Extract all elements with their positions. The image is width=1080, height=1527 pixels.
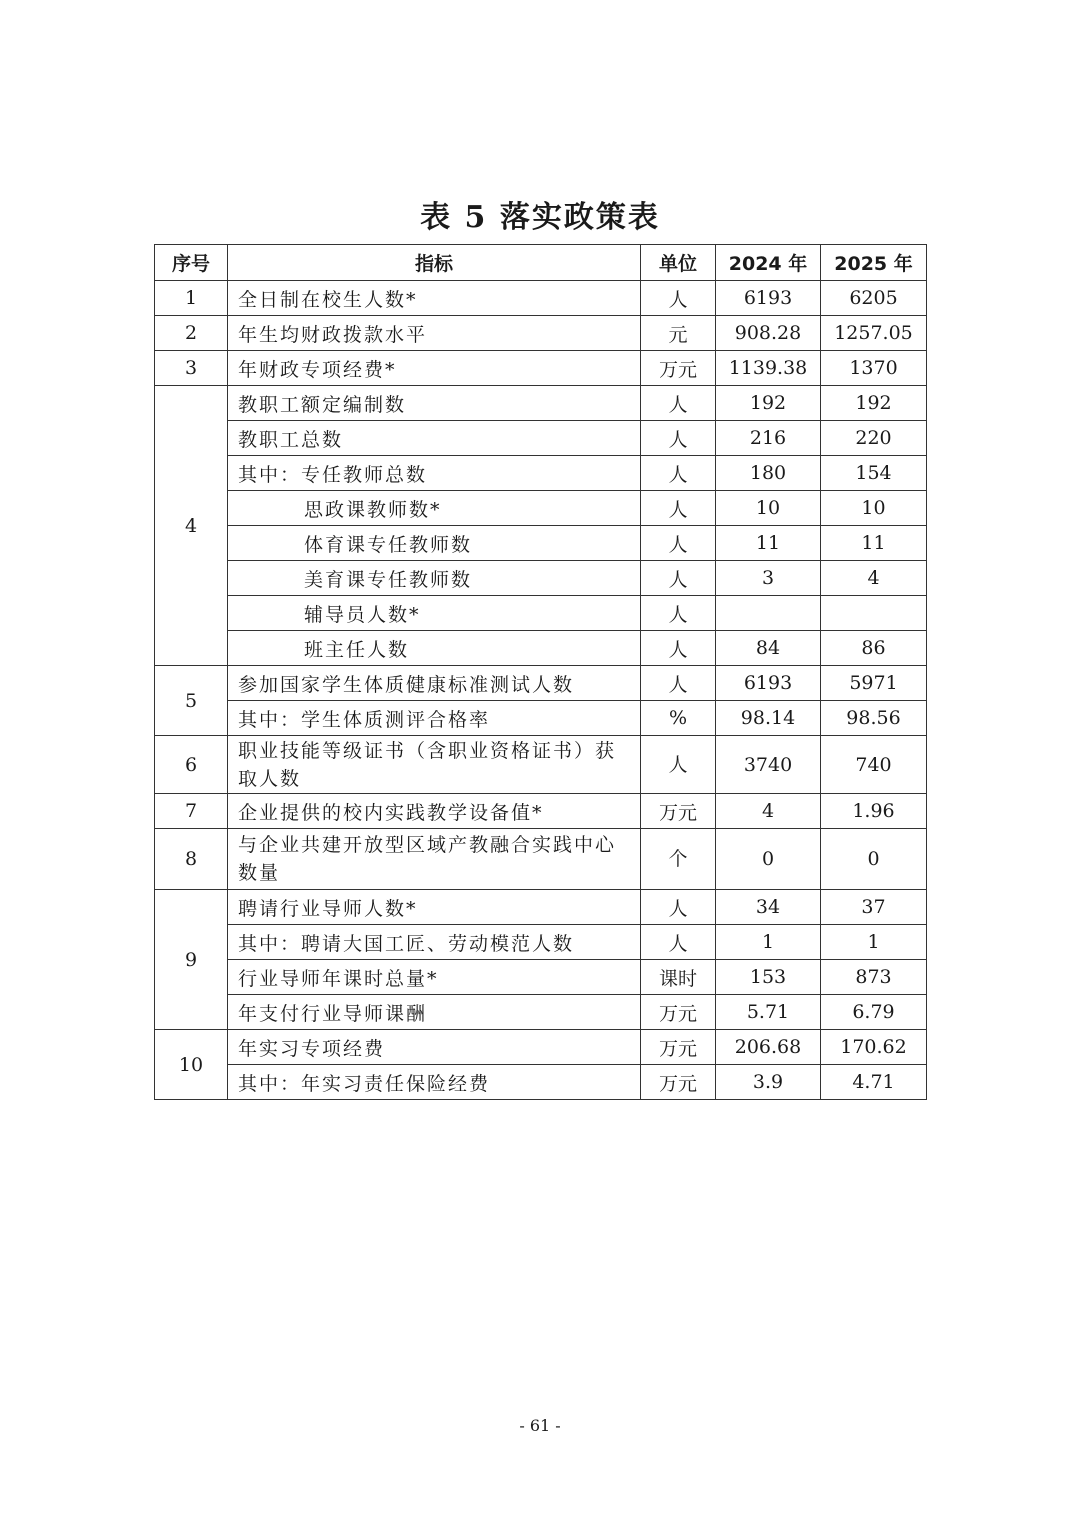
- row-indicator: 美育课专任教师数: [228, 561, 641, 596]
- row-value-2024: 11: [716, 526, 821, 561]
- row-value-2025: 98.56: [821, 701, 927, 736]
- table-row: [155, 491, 927, 526]
- row-indicator: 教职工额定编制数: [228, 386, 641, 421]
- row-unit: 人: [641, 526, 716, 561]
- row-unit: 万元: [641, 794, 716, 829]
- row-unit: 人: [641, 421, 716, 456]
- row-indicator: 体育课专任教师数: [228, 526, 641, 561]
- row-value-2024: 192: [716, 386, 821, 421]
- table-row: [155, 1065, 927, 1100]
- row-value-2024: 216: [716, 421, 821, 456]
- row-unit: 人: [641, 561, 716, 596]
- row-value-2024: 180: [716, 456, 821, 491]
- row-value-2024: 98.14: [716, 701, 821, 736]
- table-row: [155, 666, 927, 701]
- row-indicator: 全日制在校生人数*: [228, 281, 641, 316]
- row-value-2025: 1.96: [821, 794, 927, 829]
- table-row: [155, 829, 927, 890]
- header-indicator: 指标: [228, 245, 641, 281]
- row-unit: 人: [641, 596, 716, 631]
- table-row: [155, 890, 927, 925]
- row-unit: 人: [641, 631, 716, 666]
- row-unit: 万元: [641, 351, 716, 386]
- table-row: [155, 794, 927, 829]
- row-value-2024: 206.68: [716, 1030, 821, 1065]
- row-unit: 课时: [641, 960, 716, 995]
- row-indicator: 其中：年实习责任保险经费: [228, 1065, 641, 1100]
- row-value-2024: 4: [716, 794, 821, 829]
- table-row: [155, 960, 927, 995]
- row-indicator: 年生均财政拨款水平: [228, 316, 641, 351]
- row-value-2025: 37: [821, 890, 927, 925]
- row-value-2024: 153: [716, 960, 821, 995]
- row-value-2025: 6205: [821, 281, 927, 316]
- row-value-2025: 11: [821, 526, 927, 561]
- row-value-2025: 4: [821, 561, 927, 596]
- table-row: [155, 561, 927, 596]
- table-row: [155, 281, 927, 316]
- table-row: [155, 316, 927, 351]
- row-value-2024: 5.71: [716, 995, 821, 1030]
- row-number: 6: [155, 736, 228, 794]
- row-value-2024: 3.9: [716, 1065, 821, 1100]
- row-value-2024: 84: [716, 631, 821, 666]
- row-indicator: 其中：聘请大国工匠、劳动模范人数: [228, 925, 641, 960]
- table-row: [155, 596, 927, 631]
- row-value-2024: 6193: [716, 281, 821, 316]
- row-indicator: 班主任人数: [228, 631, 641, 666]
- row-indicator: 思政课教师数*: [228, 491, 641, 526]
- table-row: [155, 456, 927, 491]
- table-row: [155, 421, 927, 456]
- row-unit: 人: [641, 491, 716, 526]
- header-2024: 2024 年: [716, 245, 821, 281]
- table-row: [155, 351, 927, 386]
- row-unit: 万元: [641, 995, 716, 1030]
- row-value-2024: 908.28: [716, 316, 821, 351]
- row-value-2025: 154: [821, 456, 927, 491]
- row-number: 5: [155, 666, 228, 736]
- row-indicator: 年财政专项经费*: [228, 351, 641, 386]
- row-indicator: 其中：专任教师总数: [228, 456, 641, 491]
- row-indicator: 职业技能等级证书（含职业资格证书）获取人数: [228, 736, 641, 794]
- table-row: [155, 925, 927, 960]
- row-indicator: 行业导师年课时总量*: [228, 960, 641, 995]
- row-number: 1: [155, 281, 228, 316]
- row-number: 8: [155, 829, 228, 890]
- row-unit: 人: [641, 890, 716, 925]
- row-value-2025: 6.79: [821, 995, 927, 1030]
- row-value-2025: 873: [821, 960, 927, 995]
- row-indicator: 辅导员人数*: [228, 596, 641, 631]
- table-row: [155, 701, 927, 736]
- table-row: [155, 631, 927, 666]
- row-number: 3: [155, 351, 228, 386]
- header-unit: 单位: [641, 245, 716, 281]
- row-value-2025: 1: [821, 925, 927, 960]
- table-row: [155, 736, 927, 794]
- row-unit: %: [641, 701, 716, 736]
- row-unit: 元: [641, 316, 716, 351]
- row-unit: 万元: [641, 1065, 716, 1100]
- row-value-2024: [716, 596, 821, 631]
- row-indicator: 其中：学生体质测评合格率: [228, 701, 641, 736]
- row-unit: 个: [641, 829, 716, 890]
- row-number: 7: [155, 794, 228, 829]
- row-value-2024: 10: [716, 491, 821, 526]
- row-indicator: 教职工总数: [228, 421, 641, 456]
- row-unit: 人: [641, 456, 716, 491]
- row-indicator: 企业提供的校内实践教学设备值*: [228, 794, 641, 829]
- row-value-2025: 192: [821, 386, 927, 421]
- row-value-2025: 5971: [821, 666, 927, 701]
- row-value-2025: 10: [821, 491, 927, 526]
- header-2025: 2025 年: [821, 245, 927, 281]
- table-header-row: [155, 245, 927, 281]
- table-row: [155, 386, 927, 421]
- row-value-2025: 4.71: [821, 1065, 927, 1100]
- table-title: 表 5 落实政策表: [420, 200, 660, 235]
- row-unit: 人: [641, 925, 716, 960]
- row-unit: 万元: [641, 1030, 716, 1065]
- row-indicator: 参加国家学生体质健康标准测试人数: [228, 666, 641, 701]
- row-value-2025: 170.62: [821, 1030, 927, 1065]
- header-no: 序号: [155, 245, 228, 281]
- row-unit: 人: [641, 666, 716, 701]
- row-indicator: 年实习专项经费: [228, 1030, 641, 1065]
- row-value-2024: 0: [716, 829, 821, 890]
- table-row: [155, 995, 927, 1030]
- page-number: - 61 -: [519, 1416, 561, 1435]
- row-value-2025: 220: [821, 421, 927, 456]
- row-value-2025: 0: [821, 829, 927, 890]
- row-indicator: 年支付行业导师课酬: [228, 995, 641, 1030]
- row-indicator: 与企业共建开放型区域产教融合实践中心数量: [228, 829, 641, 890]
- row-unit: 人: [641, 736, 716, 794]
- row-value-2025: 86: [821, 631, 927, 666]
- row-value-2025: 1257.05: [821, 316, 927, 351]
- row-value-2024: 1139.38: [716, 351, 821, 386]
- row-number: 10: [155, 1030, 228, 1100]
- row-value-2024: 1: [716, 925, 821, 960]
- table-row: [155, 526, 927, 561]
- row-number: 2: [155, 316, 228, 351]
- row-unit: 人: [641, 281, 716, 316]
- row-value-2025: [821, 596, 927, 631]
- row-value-2025: 740: [821, 736, 927, 794]
- row-unit: 人: [641, 386, 716, 421]
- row-value-2024: 6193: [716, 666, 821, 701]
- row-value-2024: 3: [716, 561, 821, 596]
- policy-table: [154, 244, 927, 1100]
- row-value-2024: 3740: [716, 736, 821, 794]
- row-number: 9: [155, 890, 228, 1030]
- row-indicator: 聘请行业导师人数*: [228, 890, 641, 925]
- row-value-2025: 1370: [821, 351, 927, 386]
- table-row: [155, 1030, 927, 1065]
- row-value-2024: 34: [716, 890, 821, 925]
- row-number: 4: [155, 386, 228, 666]
